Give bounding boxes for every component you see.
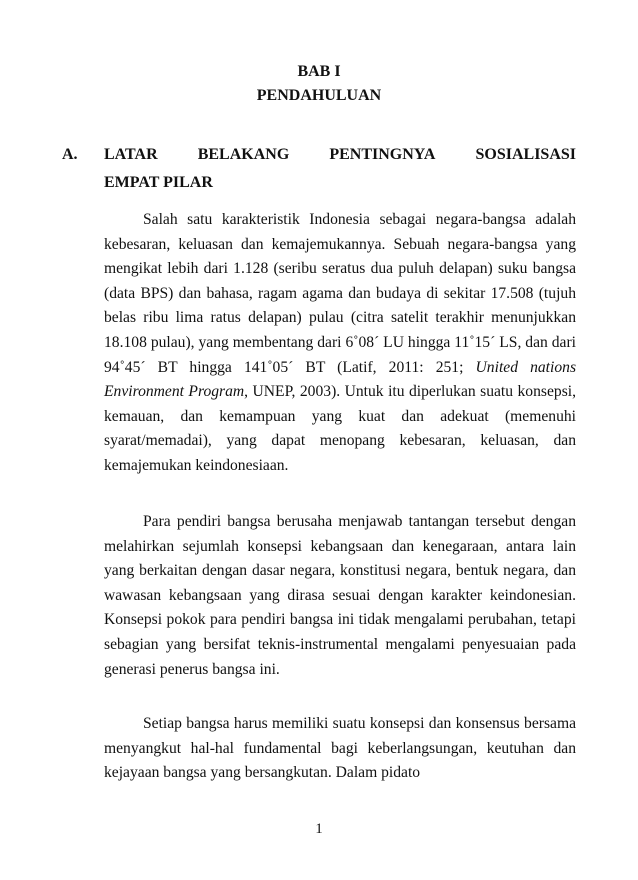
section-heading-word: LATAR	[104, 146, 158, 163]
chapter-label: BAB I	[297, 63, 341, 80]
paragraph-1-text-a: Salah satu karakteristik Indonesia sebagai negara-bangsa adalah kebesaran, keluasan dan kemajemukannya. Sebuah negara-bangsa yang mengikat lebih dari 1.128 (seribu seratus dua puluh delapan) suku bangsa (data BPS) dan bahasa, ragam agama dan budaya di sekitar 17.508 (tujuh belas ribu lima ratus delapan) pulau (citra satelit terakhir menunjukkan 18.108 pulau), yang membentang dari 6˚08´ LU hingga 11˚15´ LS, dan dari 94˚45´ BT hingga 141˚05´ BT (Latif, 2011: 251;	[104, 211, 576, 376]
paragraph-1-italic-citation: United nations Environment Program	[104, 358, 577, 401]
paragraph-1	[104, 208, 576, 479]
page-number: 1	[315, 821, 323, 837]
paragraph-2: Para pendiri bangsa berusaha menjawab tantangan tersebut dengan melahirkan sejumlah konsepsi kebangsaan dan kenegaraan, antara lain yang berkaitan dengan dasar negara, konstitusi negara, bentuk negara, dan wawasan kebangsaan yang dirasa sesuai dengan karakter keindonesian. Konsepsi pokok para pendiri bangsa ini tidak mengalami perubahan, tetapi sebagian yang bersifat teknis-instrumental mengalami penyesuaian pada generasi penerus bangsa ini.	[104, 513, 576, 678]
paragraph-3: Setiap bangsa harus memiliki suatu konsepsi dan konsensus bersama menyangkut hal-hal fundamental bagi keberlangsungan, keutuhan dan kejayaan bangsa yang bersangkutan. Dalam pidato	[104, 715, 576, 782]
chapter-title: PENDAHULUAN	[256, 87, 382, 104]
section-letter: A.	[62, 146, 78, 163]
section-heading-line-2: EMPAT PILAR	[104, 174, 213, 191]
paragraph-1-text-b: , UNEP, 2003). Untuk itu diperlukan suatu konsepsi, kemauan, dan kemampuan yang kuat dan adekuat (memenuhi syarat/memadai), yang dapat menopang kebesaran, keluasan, dan kemajemukan keindonesiaan.	[104, 383, 576, 474]
section-heading-word: PENTINGNYA	[329, 146, 436, 163]
section-heading-line-1	[104, 145, 576, 165]
section-heading-word: SOSIALISASI	[475, 146, 576, 163]
section-heading-word: BELAKANG	[197, 146, 290, 163]
